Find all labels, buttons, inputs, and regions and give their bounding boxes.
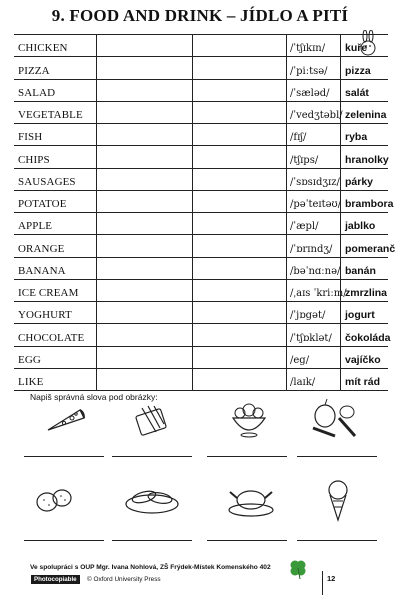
answer-line[interactable] — [24, 456, 104, 457]
english-word: FISH — [18, 131, 43, 144]
czech-translation: pizza — [345, 64, 371, 77]
pronunciation: /laɪk/ — [290, 377, 316, 388]
pronunciation: /ˈæpl/ — [290, 221, 319, 233]
english-word: CHICKEN — [18, 42, 68, 55]
vocab-row — [14, 346, 388, 369]
roast-chicken-icon — [226, 480, 276, 518]
english-word: LIKE — [18, 376, 44, 388]
answer-line[interactable] — [297, 456, 377, 457]
english-word: POTATOE — [18, 198, 67, 210]
chips-icon — [132, 402, 172, 438]
czech-translation: brambora — [345, 198, 394, 210]
czech-translation: čokoláda — [345, 331, 391, 344]
czech-translation: vajíčko — [345, 353, 381, 366]
vocab-row — [14, 323, 391, 346]
czech-translation: banán — [345, 264, 376, 277]
pronunciation: /ˈsɒsɪdʒɪz/ — [290, 176, 340, 188]
english-word: YOGHURT — [18, 309, 72, 322]
vocab-row — [14, 123, 388, 146]
pronunciation: /ˌaɪs ˈkriːm/ — [290, 288, 347, 299]
czech-translation: zelenina — [345, 109, 387, 121]
vocab-row — [14, 56, 388, 79]
answer-line[interactable] — [207, 540, 287, 541]
czech-translation: jablko — [345, 220, 376, 233]
exercise-instruction: Napiš správná slova pod obrázky: — [30, 392, 158, 402]
answer-line[interactable] — [112, 456, 192, 457]
page-number-divider — [322, 571, 323, 595]
vocab-row — [14, 190, 394, 213]
english-word: ICE CREAM — [18, 287, 79, 299]
czech-translation: jogurt — [345, 309, 375, 322]
vocab-row — [14, 145, 388, 168]
clover-logo-icon — [286, 558, 310, 580]
pronunciation: /ˈtʃɪkɪn/ — [290, 43, 326, 55]
footer-credit: Ve spolupráci s OUP Mgr. Ivana Nohlová, ZŠ Frýdek-Místek Komenského 402 — [30, 564, 271, 571]
czech-translation: salát — [345, 86, 369, 99]
photocopiable-badge: Photocopiable — [31, 575, 80, 584]
vocab-row — [14, 279, 388, 302]
vocabulary-table — [14, 34, 396, 390]
czech-translation: hranolky — [345, 153, 389, 166]
pronunciation: /ˈvedʒtəbl/ — [290, 110, 343, 121]
english-word: SALAD — [18, 86, 56, 99]
pronunciation: /tʃɪps/ — [290, 154, 319, 166]
page-number: 12 — [327, 574, 336, 583]
vocab-row — [14, 101, 388, 124]
pronunciation: /ˈpiːtsə/ — [290, 65, 328, 77]
pronunciation: /ˈtʃɒklət/ — [290, 332, 332, 344]
czech-translation: kuře — [345, 42, 368, 55]
ice-cream-icon — [324, 478, 352, 522]
vocab-row — [14, 79, 388, 102]
vocab-row — [14, 212, 388, 235]
vocab-row — [14, 368, 388, 391]
sausages-icon — [124, 482, 180, 516]
vocab-row — [14, 257, 388, 280]
vocab-row — [14, 168, 388, 191]
english-word: VEGETABLE — [18, 109, 83, 121]
answer-line[interactable] — [112, 540, 192, 541]
pronunciation: /ˈsæləd/ — [290, 87, 330, 99]
vocab-row — [14, 301, 388, 324]
answer-line[interactable] — [207, 456, 287, 457]
english-word: PIZZA — [18, 64, 50, 77]
english-word: APPLE — [18, 220, 53, 233]
pronunciation: /ˈɒrɪndʒ/ — [290, 243, 333, 255]
potatoes-icon — [34, 484, 74, 518]
pronunciation: /ˈjɒgət/ — [290, 310, 326, 322]
vocab-row — [14, 34, 388, 57]
publisher-note: © Oxford University Press — [87, 576, 161, 583]
salad-bowl-icon — [228, 400, 270, 440]
english-word: ORANGE — [18, 242, 65, 255]
czech-translation: ryba — [345, 131, 368, 144]
answer-line[interactable] — [297, 540, 377, 541]
vegetables-icon — [305, 398, 361, 442]
czech-translation: mít rád — [345, 376, 381, 388]
pizza-slice-icon — [44, 404, 88, 438]
czech-translation: zmrzlina — [345, 287, 388, 299]
english-word: SAUSAGES — [18, 175, 76, 188]
pronunciation: /pəˈteɪtəʊ/ — [290, 199, 342, 210]
pronunciation: /bəˈnɑːnə/ — [290, 265, 341, 277]
english-word: BANANA — [18, 264, 66, 277]
worksheet-title: 9. FOOD AND DRINK – JÍDLO A PITÍ — [51, 6, 349, 25]
english-word: CHIPS — [18, 153, 50, 166]
czech-translation: párky — [345, 175, 374, 188]
pronunciation: /fɪʃ/ — [290, 132, 307, 144]
english-word: EGG — [18, 353, 41, 366]
answer-line[interactable] — [24, 540, 104, 541]
pronunciation: /eg/ — [290, 354, 310, 366]
english-word: CHOCOLATE — [18, 331, 85, 344]
vocab-row — [14, 234, 396, 257]
czech-translation: pomeranč — [345, 242, 396, 255]
